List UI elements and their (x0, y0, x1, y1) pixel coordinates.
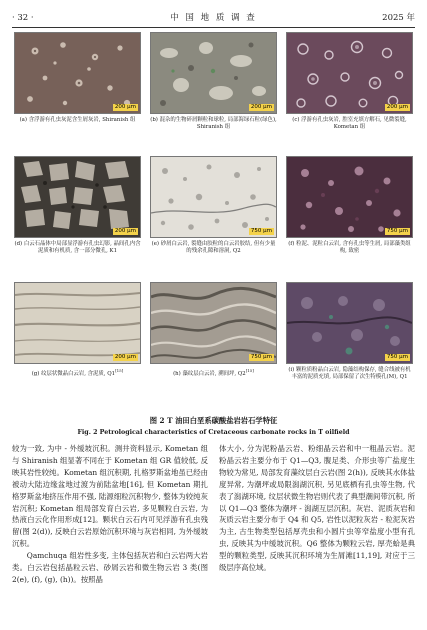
micrograph-i-image (287, 283, 412, 363)
running-header (12, 10, 415, 26)
micrograph-e (150, 156, 277, 238)
caption-h-reference: [15] (245, 368, 254, 373)
scale-bar-b: 200 μm (250, 104, 272, 110)
body-column-right (219, 443, 415, 574)
micrograph-a-image (15, 33, 140, 113)
caption-g-reference: [15] (115, 368, 124, 373)
caption-f: (f) 粒泥、泥粒白云岩, 含有孔虫等生屑, 局部藻类组构, 致密 (288, 241, 411, 255)
caption-g-text: (g) 纹层状微晶白云岩, 含泥质, Q1 (31, 370, 116, 377)
figure-2-grid (14, 32, 413, 410)
scale-bar-d: 200 μm (114, 228, 136, 234)
micrograph-e-image (151, 157, 276, 237)
caption-b: (b) 混杂的生物碎屑颗粒和球粒, 局部海绿石粒(绿色), Shiranish 组 (150, 117, 277, 131)
caption-g (14, 367, 141, 378)
header-rule (12, 27, 415, 28)
micrograph-g (14, 282, 141, 364)
journal-title: 中 国 地 质 调 查 (170, 13, 257, 23)
micrograph-i (286, 282, 413, 364)
figure-caption-chinese: 图 2 T 油田白垩系碳酸盐岩岩石学特征 (149, 416, 278, 425)
micrograph-h (150, 282, 277, 364)
micrograph-d-image (15, 157, 140, 237)
scale-bar-f: 750 μm (386, 228, 408, 234)
caption-e: (e) 砂屑白云岩, 裂缝由胶粒的白云岩胶结, 但有少量的残余孔隙和溶洞, Q2 (151, 241, 276, 255)
micrograph-f (286, 156, 413, 238)
micrograph-a (14, 32, 141, 114)
body-paragraph: 体大小, 分为泥粉晶云岩、粉细晶云岩和中一粗晶云岩。泥粉晶云岩主要分布于 Q1—Q3, 腹足类、介形虫等广盐度生物较为常见, 局部发育藻纹层白云岩(图 2(h)), 反映其水体盐度异常, 为潮坪或局限潟湖沉积, 另见底栖有孔虫等生物, 代表了潟湖环境, 纹层状微生物岩则代表了典型潮间带沉积, 所以 Q1—Q3 整体为潮坪 - 潟湖互层沉积。灰岩、泥质灰岩和灰质云岩主要分布于 Q4 和 Q5, 岩性以泥粒灰岩 - 粒泥灰岩为主, 古生物类型包括厚壳虫和小圆片虫等窄盐度小型有孔虫, 反映其为中缓坡沉积。Q6 整体为颗粒云岩, 厚壳蛤是典型的颗粒类型, 反映其沉积环境为生屑滩[11,19], 对应于三级层序高位域。 (219, 444, 416, 573)
scale-bar-h: 750 μm (250, 354, 272, 360)
caption-c: (c) 浮游有孔虫灰岩, 腔室充填方解石, 见微裂缝, Kometan 组 (292, 117, 407, 131)
caption-h-text: (h) 藻纹层白云岩, 溯间坪, Q2 (173, 370, 246, 377)
micrograph-h-image (151, 283, 276, 363)
micrograph-b-image (151, 33, 276, 113)
micrograph-b (150, 32, 277, 114)
caption-i: (i) 颗粒质粉晶白云岩, 隐藻结构保存, 缝合线被有机丰富的泥质充填, 局部保留了次生特模孔(M), Q1 (288, 367, 411, 381)
page-number: · 32 · (12, 13, 34, 23)
body-column-left (12, 443, 208, 586)
scale-bar-a: 200 μm (114, 104, 136, 110)
caption-a: (a) 含浮游有孔虫灰泥含生屑灰岩, Shiranish 组 (19, 117, 136, 123)
scale-bar-c: 200 μm (386, 104, 408, 110)
body-paragraph: 较为一致, 为中 - 外缓坡沉积。测井资料显示, Kometan 组与 Shiranish 组显著不同在于 Kometan 组 GR 值较低, 反映其岩性较纯。Kometan 组沉积期, 扎格罗斯盆地虽已经由被动大陆边缘盆地过渡为前陆盆地[16], 但 Kometan 期扎格罗斯盆地挤压作用不强, 陆源细粒沉积物少, 整体为较纯灰岩沉积; Kometan 组局部发育白云岩, 多见颗粒白云岩, 为热液白云化作用形成[12]。颗状白云石内可见浮游有孔虫残留(图 2(d)), 反映白云岩原始沉积环境与灰岩相同, 为外缓坡沉积。 (12, 444, 208, 549)
issue-year: 2025 年 (382, 13, 415, 23)
micrograph-c-image (287, 33, 412, 113)
body-paragraph: Qamchuqa 组岩性多变, 主体包括灰岩和白云岩两大岩类。白云岩包括晶粒云岩、砂屑云岩和微生物云岩 3 类(图 2(e), (f), (g), (h))。按照晶 (12, 551, 208, 584)
micrograph-c (286, 32, 413, 114)
micrograph-f-image (287, 157, 412, 237)
caption-h (150, 367, 277, 378)
figure-caption-english: Fig. 2 Petrological characteristics of Cretaceous carbonate rocks in T oilfield (77, 429, 350, 436)
scale-bar-i: 750 μm (386, 354, 408, 360)
micrograph-g-image (15, 283, 140, 363)
micrograph-d (14, 156, 141, 238)
caption-d: (d) 白云石晶体中局部显浮游有孔虫幻影, 晶间孔内含泥质和有机质, 含一部分微孔, K1 (14, 241, 141, 255)
scale-bar-e: 750 μm (250, 228, 272, 234)
scale-bar-g: 200 μm (114, 354, 136, 360)
